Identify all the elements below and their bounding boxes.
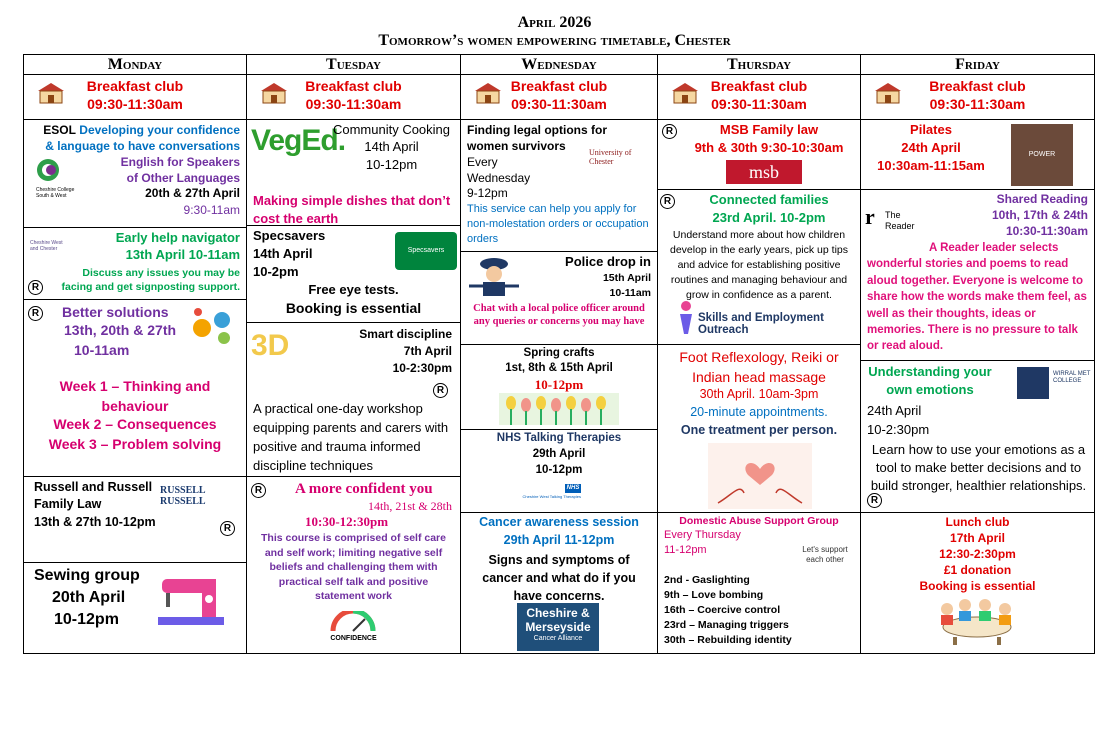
lunch-date: 17th April bbox=[950, 531, 1005, 545]
legal-time: 9-12pm bbox=[467, 186, 508, 200]
specsavers-line1: Free eye tests. bbox=[308, 282, 399, 297]
breakfast-title: Breakfast club bbox=[86, 78, 184, 94]
esol-dates: 20th & 27th April bbox=[145, 186, 240, 200]
confidence-label: CONFIDENCE bbox=[330, 635, 377, 642]
day-header-friday: Friday bbox=[861, 55, 1094, 75]
emotions-cell bbox=[861, 361, 1094, 513]
specsavers-date: 14th April bbox=[253, 246, 313, 261]
better-solutions-title: Better solutions bbox=[62, 304, 169, 320]
better-solutions-dates: 13th, 20th & 27th bbox=[64, 322, 177, 338]
page-subtitle: Tomorrow’s women empowering timetable, Chester bbox=[378, 32, 731, 49]
specsavers-logo: Specsavers bbox=[395, 232, 457, 270]
domestic-every: Every Thursday bbox=[664, 529, 741, 541]
confident-desc: This course is comprised of self care and self work; limiting negative self beliefs and challenging them with practical self talk and positive statement work bbox=[261, 532, 446, 602]
pilates-time: 10:30am-11:15am bbox=[877, 158, 985, 173]
legal-desc: This service can help you apply for non-molestation orders or occupation orders bbox=[467, 203, 649, 245]
nhs-date: 29th April bbox=[532, 448, 586, 460]
confident-time: 10:30-12:30pm bbox=[305, 514, 389, 529]
domestic-title: Domestic Abuse Support Group bbox=[679, 515, 839, 527]
foot-title: Foot Reflexology, Reiki or Indian head massage bbox=[679, 349, 839, 385]
veged-logo: VegEd. bbox=[251, 124, 346, 157]
sewing-title: Sewing group bbox=[34, 567, 140, 584]
breakfast-title: Breakfast club bbox=[710, 78, 808, 94]
cancer-logo-line3: Cancer Alliance bbox=[533, 635, 583, 642]
day-header-thursday: Thursday bbox=[658, 55, 860, 75]
nhs-logo-sub: Cheshire West Talking Therapies bbox=[522, 494, 581, 499]
esol-prefix: ESOL bbox=[43, 123, 76, 137]
reader-logo: The Reader bbox=[885, 210, 915, 231]
monday-column bbox=[24, 55, 247, 653]
cancer-desc: Signs and symptoms of cancer and what do if you have concerns. bbox=[482, 553, 636, 603]
community-cooking-cell bbox=[247, 120, 460, 226]
msb-logo: msb bbox=[726, 160, 802, 184]
breakfast-time: 09:30-11:30am bbox=[87, 96, 183, 112]
confident-cell bbox=[247, 477, 460, 653]
cooking-date: 14th April bbox=[364, 139, 419, 154]
connected-families-cell bbox=[658, 190, 860, 345]
registered-icon: R bbox=[28, 306, 43, 321]
spring-title: Spring crafts bbox=[523, 347, 595, 359]
day-header-tuesday: Tuesday bbox=[247, 55, 460, 75]
esol-logo-text: Cheshire College South & West bbox=[36, 187, 75, 199]
thursday-column bbox=[658, 55, 861, 653]
reading-dates: 10th, 17th & 24th bbox=[991, 208, 1088, 222]
smart-discipline-cell bbox=[247, 323, 460, 477]
lunch-donation: £1 donation bbox=[943, 563, 1012, 577]
confident-dates: 14th, 21st & 28th bbox=[367, 499, 452, 513]
breakfast-title: Breakfast club bbox=[510, 78, 608, 94]
people-at-table-icon bbox=[933, 597, 1021, 645]
domestic-item: 16th – Coercive control bbox=[664, 604, 781, 616]
breakfast-club-wednesday bbox=[461, 75, 657, 120]
police-cell bbox=[461, 252, 657, 345]
emotions-desc: Learn how to use your emotions as a tool to make better decisions and to build stronger, healthier relationships. bbox=[870, 442, 1087, 493]
cheshire-merseyside-logo bbox=[517, 603, 599, 651]
police-time: 10-11am bbox=[609, 287, 651, 299]
cancer-logo-line2: Merseyside bbox=[525, 620, 591, 634]
day-header-wednesday: Wednesday bbox=[461, 55, 657, 75]
registered-icon: R bbox=[660, 194, 675, 209]
reading-time: 10:30-11:30am bbox=[1005, 224, 1088, 238]
breakfast-time: 09:30-11:30am bbox=[305, 96, 402, 112]
foot-appt: 20-minute appointments. bbox=[690, 405, 828, 419]
breakfast-club-thursday bbox=[658, 75, 860, 120]
cwac-logo: Cheshire West and Chester bbox=[30, 240, 63, 252]
connected-date: 23rd April. 10-2pm bbox=[712, 210, 826, 225]
hands-heart-icon bbox=[708, 443, 812, 509]
foot-date: 30th April. 10am-3pm bbox=[699, 387, 819, 401]
pilates-title: Pilates bbox=[910, 122, 952, 137]
russell-dates: 13th & 27th 10-12pm bbox=[34, 515, 156, 529]
registered-icon: R bbox=[28, 280, 43, 295]
registered-icon: R bbox=[220, 521, 235, 536]
college-logo-icon bbox=[36, 158, 60, 182]
cancer-cell bbox=[461, 513, 657, 653]
smart-desc: A practical one-day workshop equipping parents and carers with positive and trauma informed discipline techniques bbox=[253, 401, 449, 473]
cancer-logo-line1: Cheshire & bbox=[526, 606, 590, 620]
wednesday-column bbox=[461, 55, 658, 653]
tuesday-column bbox=[247, 55, 461, 653]
registered-icon: R bbox=[867, 493, 882, 508]
nhs-logo: NHS bbox=[566, 485, 580, 491]
msb-dates: 9th & 30th 9:30-10:30am bbox=[694, 140, 844, 155]
smart-title: Smart discipline bbox=[359, 327, 452, 341]
esol-sub: English for Speakers of Other Languages bbox=[120, 155, 240, 185]
lunch-booking: Booking is essential bbox=[919, 579, 1036, 593]
cancer-title: Cancer awareness session bbox=[479, 515, 639, 529]
cooking-time: 10-12pm bbox=[365, 157, 418, 172]
domestic-time: 11-12pm bbox=[664, 544, 707, 556]
cancer-date: 29th April 11-12pm bbox=[503, 533, 615, 547]
breakfast-title: Breakfast club bbox=[929, 78, 1026, 94]
russell-logo: RUSSELL RUSSELL bbox=[160, 485, 206, 507]
foot-one: One treatment per person. bbox=[680, 423, 838, 437]
legal-every: Every Wednesday bbox=[467, 155, 531, 185]
cooking-title: Community Cooking bbox=[332, 122, 451, 137]
esol-cell bbox=[24, 120, 246, 228]
legal-title: Finding legal options for women survivors bbox=[467, 123, 607, 153]
better-solutions-cell bbox=[24, 300, 246, 477]
domestic-item: 30th – Rebuilding identity bbox=[664, 634, 792, 646]
shared-reading-cell bbox=[861, 190, 1094, 361]
esol-desc: Developing your confidence & language to have conversations bbox=[45, 123, 240, 153]
chester-uni-logo: University of Chester bbox=[589, 148, 632, 166]
police-title: Police drop in bbox=[565, 254, 651, 269]
cooking-desc: Making simple dishes that don’t cost the earth bbox=[253, 193, 451, 226]
specsavers-time: 10-2pm bbox=[253, 264, 299, 279]
msb-title: MSB Family law bbox=[719, 122, 819, 137]
spring-dates: 1st, 8th & 15th April bbox=[505, 362, 613, 374]
specsavers-cell bbox=[247, 226, 460, 323]
nhs-title: NHS Talking Therapies bbox=[496, 432, 622, 444]
russell-cell bbox=[24, 477, 246, 563]
week-3: Week 3 – Problem solving bbox=[48, 436, 222, 452]
domestic-schedule bbox=[664, 573, 792, 648]
gears-people-icon bbox=[188, 306, 238, 346]
connected-title: Connected families bbox=[709, 192, 829, 207]
support-logo: Let's support each other bbox=[802, 545, 848, 564]
breakfast-club-friday bbox=[861, 75, 1094, 120]
better-solutions-time: 10-11am bbox=[74, 342, 130, 358]
reader-r-icon: r bbox=[865, 204, 875, 229]
3d-logo: 3D bbox=[251, 329, 290, 362]
reading-desc: A Reader leader selects wonderful stories and poems to read aloud together. Everyone is welcome to share how the words make them feel, as well as their thoughts, ideas or memories. There is no pressure to talk or read aloud. bbox=[867, 242, 1087, 353]
registered-icon: R bbox=[251, 483, 266, 498]
week-2: Week 2 – Consequences bbox=[53, 416, 217, 432]
lunch-title: Lunch club bbox=[945, 515, 1010, 529]
domestic-abuse-cell bbox=[658, 513, 860, 653]
domestic-item: 9th – Love bombing bbox=[664, 589, 764, 601]
outreach-figure-icon bbox=[678, 300, 694, 336]
sewing-time: 10-12pm bbox=[54, 611, 119, 628]
breakfast-time: 09:30-11:30am bbox=[511, 96, 607, 112]
friday-column bbox=[861, 55, 1094, 653]
power-logo: POWER bbox=[1011, 124, 1073, 186]
domestic-item: 23rd – Managing triggers bbox=[664, 619, 789, 631]
lunch-time: 12:30-2:30pm bbox=[939, 547, 1016, 561]
timetable-grid bbox=[23, 54, 1095, 654]
spring-time: 10-12pm bbox=[534, 377, 584, 392]
smart-time: 10-2:30pm bbox=[392, 361, 452, 375]
early-help-date: 13th April 10-11am bbox=[125, 247, 240, 262]
wirral-logo-mark bbox=[1017, 367, 1049, 399]
legal-options-cell bbox=[461, 120, 657, 252]
msb-cell bbox=[658, 120, 860, 190]
early-help-desc: Discuss any issues you may be facing and get signposting support. bbox=[61, 267, 240, 293]
confidence-gauge-icon bbox=[327, 611, 379, 635]
police-officer-icon bbox=[463, 256, 525, 298]
breakfast-club-tuesday bbox=[247, 75, 460, 120]
specsavers-title: Specsavers bbox=[253, 228, 326, 243]
lunch-club-cell bbox=[861, 513, 1094, 653]
pilates-date: 24th April bbox=[901, 140, 961, 155]
emotions-time: 10-2:30pm bbox=[867, 422, 930, 437]
nhs-cell bbox=[461, 430, 657, 513]
specsavers-line2: Booking is essential bbox=[285, 300, 422, 316]
smart-date: 7th April bbox=[403, 344, 452, 358]
connected-desc: Understand more about how children develop in the early years, pick up tips and advice for establishing positive routines and managing behaviour and grow in confidence as a parent. bbox=[669, 229, 848, 301]
russell-title: Russell and Russell Family Law bbox=[34, 480, 153, 511]
wirral-logo: WIRRAL MET COLLEGE bbox=[1053, 371, 1091, 384]
registered-icon: R bbox=[433, 383, 448, 398]
nhs-time: 10-12pm bbox=[535, 464, 583, 476]
reading-title: Shared Reading bbox=[996, 192, 1088, 206]
skills-outreach-logo: Skills and Employment Outreach bbox=[698, 312, 824, 336]
sewing-cell bbox=[24, 563, 246, 653]
pilates-cell bbox=[861, 120, 1094, 190]
esol-time: 9:30-11am bbox=[183, 203, 240, 217]
early-help-cell bbox=[24, 228, 246, 300]
emotions-title: Understanding your own emotions bbox=[868, 364, 992, 397]
breakfast-title: Breakfast club bbox=[305, 78, 402, 94]
spring-crafts-cell bbox=[461, 345, 657, 430]
confident-title: A more confident you bbox=[295, 481, 433, 497]
cheshire-college-logo bbox=[36, 158, 78, 199]
sewing-machine-icon bbox=[156, 569, 228, 627]
police-date: 15th April bbox=[602, 272, 651, 284]
breakfast-time: 09:30-11:30am bbox=[711, 96, 807, 112]
day-header-monday: Monday bbox=[24, 55, 246, 75]
breakfast-time: 09:30-11:30am bbox=[929, 96, 1026, 112]
registered-icon: R bbox=[662, 124, 677, 139]
early-help-title: Early help navigator bbox=[115, 230, 240, 245]
sewing-date: 20th April bbox=[52, 589, 126, 606]
police-desc: Chat with a local police officer around any queries or concerns you may have bbox=[473, 303, 645, 327]
month-title: April 2026 bbox=[517, 14, 592, 31]
breakfast-club-monday bbox=[24, 75, 246, 120]
emotions-date: 24th April bbox=[867, 403, 922, 418]
week-1: Week 1 – Thinking and behaviour bbox=[59, 378, 211, 414]
foot-reflexology-cell bbox=[658, 345, 860, 513]
tulips-icon bbox=[499, 393, 619, 425]
domestic-item: 2nd - Gaslighting bbox=[664, 574, 750, 586]
